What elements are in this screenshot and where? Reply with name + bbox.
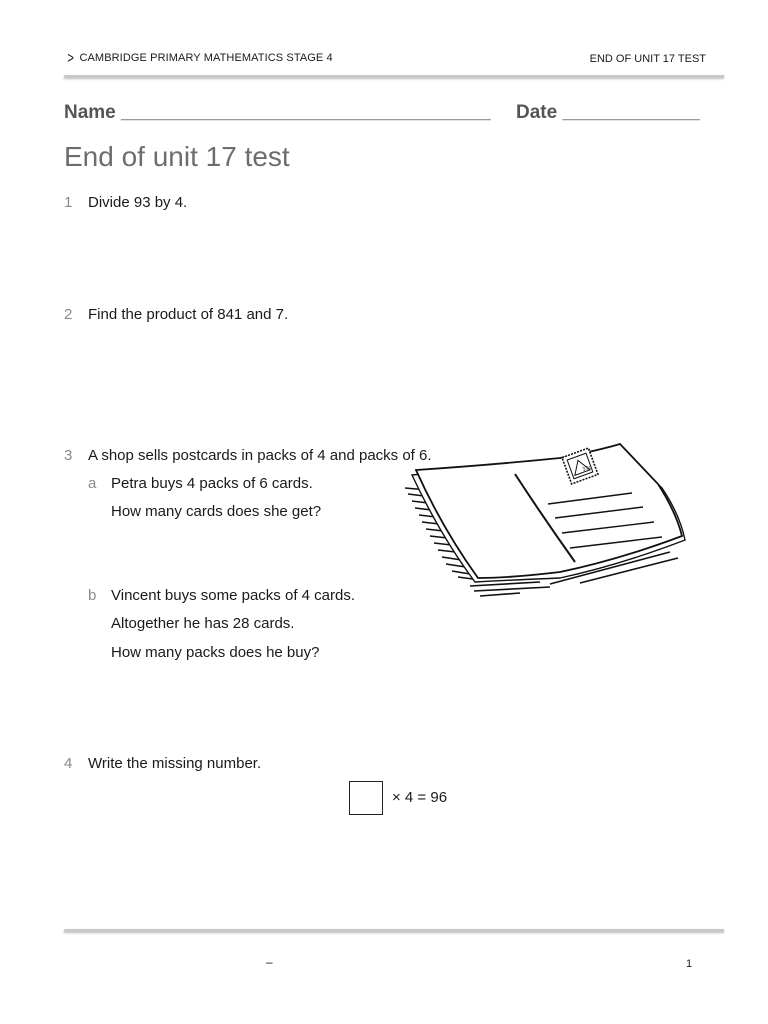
question-3a-letter: a — [88, 475, 97, 492]
name-field-label: Name ___________________________________ — [64, 102, 491, 123]
header-title — [66, 49, 333, 67]
question-3b-line-2: Altogether he has 28 cards. — [111, 615, 295, 632]
question-3a-line-1: Petra buys 4 packs of 6 cards. — [111, 475, 313, 492]
header-right-text: END OF UNIT 17 TEST — [589, 53, 706, 65]
question-3-text: A shop sells postcards in packs of 4 and packs of 6. — [88, 447, 432, 464]
question-2-number: 2 — [64, 306, 73, 323]
question-1-number: 1 — [64, 194, 73, 211]
footer-divider — [64, 929, 724, 932]
question-1-text: Divide 93 by 4. — [88, 194, 188, 211]
header-divider — [64, 75, 724, 78]
question-3a-line-2: How many cards does she get? — [111, 503, 322, 520]
footer-dash: – — [266, 955, 273, 969]
svg-text:37c: 37c — [581, 464, 593, 474]
page-number: 1 — [686, 958, 693, 970]
header-left-text: CAMBRIDGE PRIMARY MATHEMATICS STAGE 4 — [79, 52, 333, 64]
question-3b-letter: b — [88, 587, 97, 604]
question-3b-line-1: Vincent buys some packs of 4 cards. — [111, 587, 356, 604]
date-field-label: Date _____________ — [516, 102, 700, 123]
question-4-number: 4 — [64, 755, 73, 772]
question-2-text: Find the product of 841 and 7. — [88, 306, 289, 323]
question-3b-line-3: How many packs does he buy? — [111, 644, 320, 661]
postcard-illustration — [400, 440, 690, 605]
chevron-right-icon: > — [67, 49, 75, 67]
page-title: End of unit 17 test — [64, 141, 290, 172]
equation-text: × 4 = 96 — [392, 789, 448, 806]
question-4-text: Write the missing number. — [88, 755, 262, 772]
question-3-number: 3 — [64, 447, 73, 464]
answer-box[interactable] — [349, 781, 383, 815]
